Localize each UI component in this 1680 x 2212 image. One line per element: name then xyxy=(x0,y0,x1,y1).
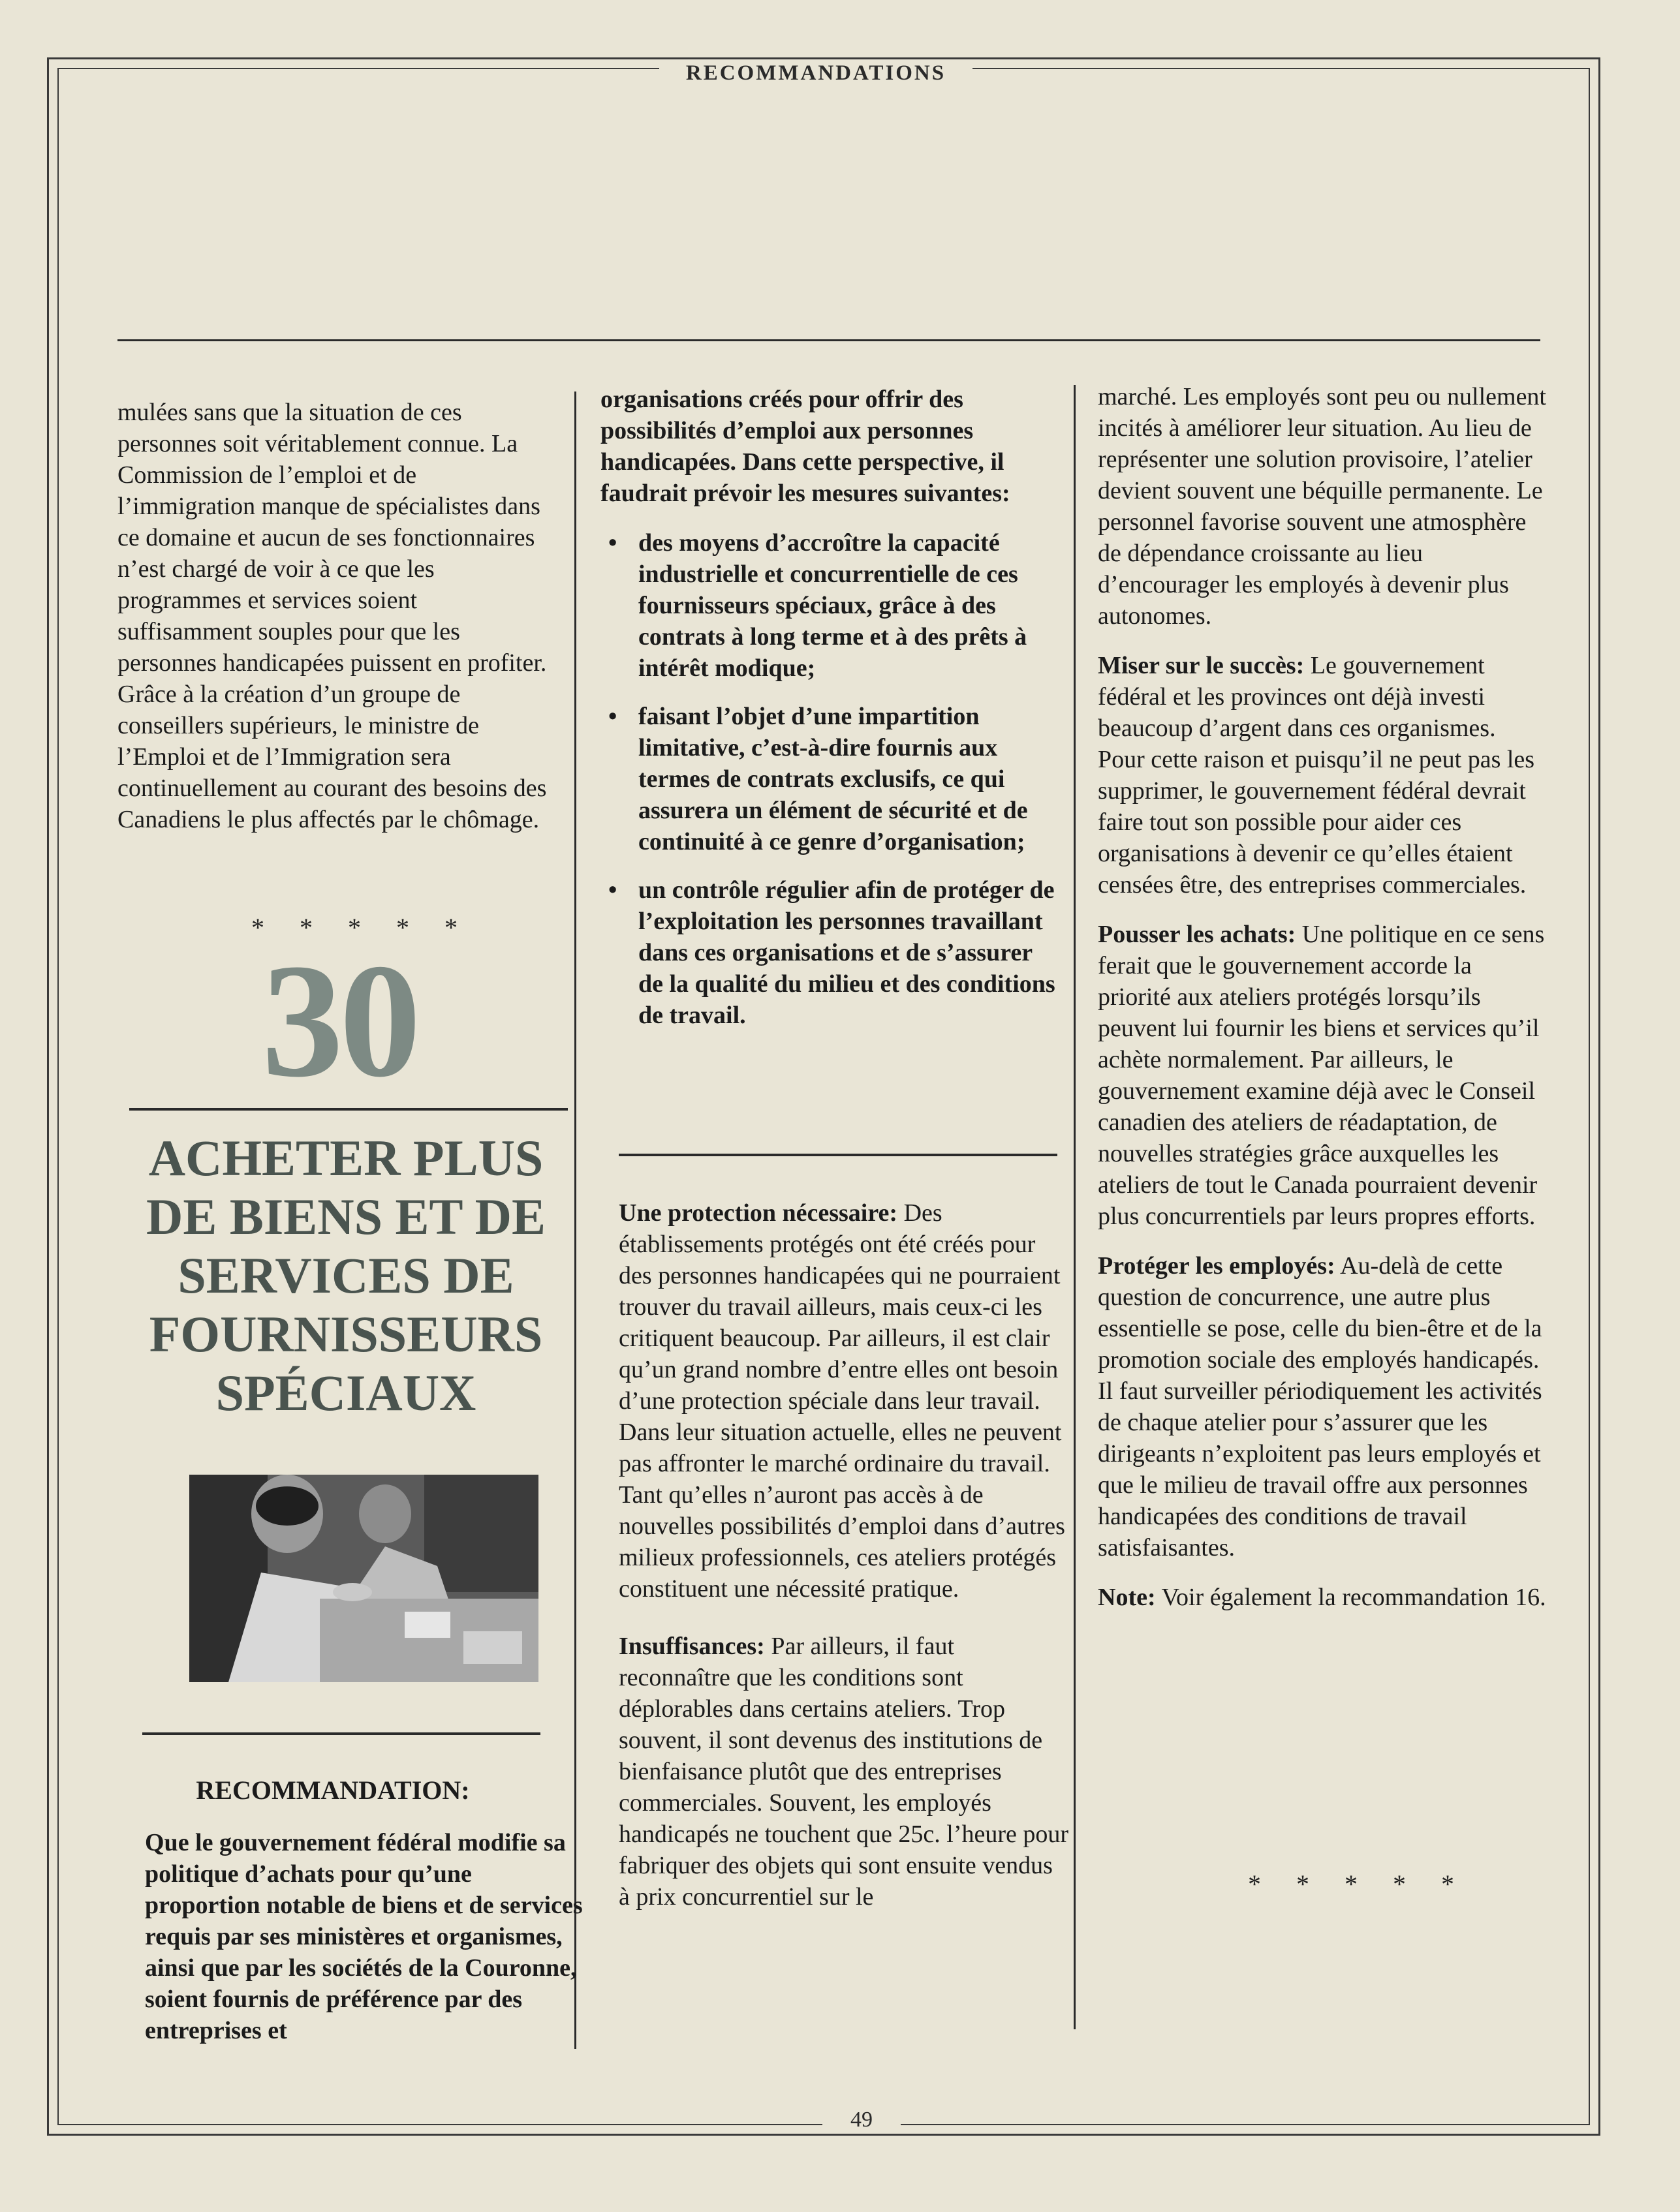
proteger-text: Au-delà de cette question de concurrence, une autre plus essentielle se pose, celle du bien-être et de la promotion sociale des employés handicapés. Il faut surveiller périodiquement les activités de chaque atelier pour s’assurer que les dirigeants n’exploitent pas leurs employés et que le milieu de travail offre aux personnes handicapées des conditions de travail satisfaisantes. xyxy=(1098,1252,1542,1561)
insuffisances-heading: Insuffisances: xyxy=(619,1633,765,1660)
list-item: • un contrôle régulier afin de protéger de l’exploitation les personnes travaillant dans ces organisations et de s’assurer de la qualité du milieu et des conditions de travail. xyxy=(600,874,1057,1031)
recommendation-number: 30 xyxy=(262,930,417,1111)
column-rule-right xyxy=(1074,385,1076,2029)
title-line-4: FOURNISSEURS xyxy=(149,1306,543,1362)
recommendation-text: Que le gouvernement fédéral modifie sa politique d’achats pour qu’une proportion notable de biens et de services requis par ses ministères et organismes, ainsi que par les sociétés de la Couronne, soient fournis de préférence par des entreprises et xyxy=(145,1829,583,2044)
title-line-5: SPÉCIAUX xyxy=(215,1364,476,1421)
rule-above-recommendation xyxy=(142,1732,540,1735)
note-heading: Note: xyxy=(1098,1584,1156,1611)
list-item: • faisant l’objet d’une impartition limitative, c’est-à-dire fournis aux termes de contrats exclusifs, ce qui assurera un élément de sécurité et de continuité à ce genre d’organisation; xyxy=(600,701,1057,857)
note-paragraph xyxy=(1098,1582,1548,1613)
proteger-heading: Protéger les employés: xyxy=(1098,1252,1335,1280)
rule-above-title xyxy=(129,1108,568,1111)
miser-heading: Miser sur le succès: xyxy=(1098,652,1305,679)
col3-paragraph-1: marché. Les employés sont peu ou nullement incités à améliorer leur situation. Au lieu de représenter une solution provisoire, l’atelier devient souvent une béquille permanente. Le personnel favorise souvent une atmosphère de dépendance croissante au lieu d’encourager les employés à devenir plus autonomes. xyxy=(1098,383,1546,630)
miser-paragraph xyxy=(1098,650,1548,900)
rule-col2 xyxy=(619,1154,1057,1156)
col2-intro: organisations créés pour offrir des possibilités d’emploi aux personnes handicapées. Dans cette perspective, il faudrait prévoir les mesures suivantes: xyxy=(600,386,1010,507)
title-line-1: ACHETER PLUS xyxy=(148,1129,544,1186)
proteger-paragraph xyxy=(1098,1250,1548,1563)
column-3 xyxy=(1098,381,1548,1631)
col2-lower xyxy=(619,1197,1069,1939)
pousser-paragraph xyxy=(1098,919,1548,1232)
pousser-text: Une politique en ce sens ferait que le gouvernement accorde la priorité aux ateliers protégés lorsqu’ils peuvent lui fournir les biens et services qu’il achète normalement. Par ailleurs, le gouvernement examine déjà avec le Conseil canadien des ateliers de réadaptation, de nouvelles stratégies grâce auxquelles les ateliers de tout le Canada pourraient devenir plus concurrentiels par leurs propres efforts. xyxy=(1098,921,1545,1230)
protection-text: Des établissements protégés ont été créés pour des personnes handicapées qui ne pourraient trouver du travail ailleurs, mais ceux-ci les critiquent beaucoup. Par ailleurs, il est clair qu’un grand nombre d’entre elles ont besoin d’une protection spéciale dans leur travail. Dans leur situation actuelle, elles ne peuvent pas affronter le marché ordinaire du travail. Tant qu’elles n’auront pas accès à de nouvelles possibilités d’emploi dans d’autres milieux professionnels, ces ateliers protégés constituent une nécessité pratique. xyxy=(619,1199,1065,1603)
separator-stars-1: * * * * * xyxy=(251,913,472,942)
column-1 xyxy=(117,397,548,835)
recommendation-heading: RECOMMANDATION: xyxy=(196,1775,470,1805)
title-line-2: DE BIENS ET DE xyxy=(146,1188,546,1245)
insuffisances-paragraph xyxy=(619,1631,1069,1912)
section-title xyxy=(124,1129,568,1422)
insuffisances-text: Par ailleurs, il faut reconnaître que les conditions sont déplorables dans certains ateliers. Trop souvent, il sont devenus des institutions de bienfaisance plutôt que des entreprises commerciales. Souvent, les employés handicapés ne touchent que 25c. l’heure pour fabriquer des objets qui sont ensuite vendus à prix concurrentiel sur le xyxy=(619,1633,1069,1911)
workshop-photo xyxy=(189,1475,538,1682)
column-rule-left xyxy=(574,392,576,2049)
miser-text: Le gouvernement fédéral et les provinces ont déjà investi beaucoup d’argent dans ces organismes. Pour cette raison et puisqu’il ne peut pas les supprimer, le gouvernement fédéral devrait faire tout son possible pour aider ces organisations à devenir ce qu’elles étaient censées être, des entreprises commerciales. xyxy=(1098,652,1535,899)
measures-list xyxy=(600,527,1057,1031)
top-rule xyxy=(117,339,1540,341)
pousser-heading: Pousser les achats: xyxy=(1098,921,1296,948)
running-header: RECOMMANDATIONS xyxy=(659,61,972,85)
column-2 xyxy=(600,384,1057,1048)
protection-heading: Une protection nécessaire: xyxy=(619,1199,898,1227)
protection-paragraph xyxy=(619,1197,1069,1605)
list-item: • des moyens d’accroître la capacité industrielle et concurrentielle de ces fournisseurs spéciaux, grâce à des contrats à long terme et à des prêts à intérêt modique; xyxy=(600,527,1057,684)
page-number: 49 xyxy=(822,2108,901,2132)
col1-paragraph: mulées sans que la situation de ces personnes soit véritablement connue. La Commission de l’emploi et de l’immigration manque de spécialistes dans ce domaine et aucun de ses fonctionnaires n’est chargé de voir à ce que les programmes et services soient suffisamment souples pour que les personnes handicapées puissent en profiter. Grâce à la création d’un groupe de conseillers supérieurs, le ministre de l’Emploi et de l’Immigration sera continuellement au courant des besoins des Canadiens le plus affectés par le chômage. xyxy=(117,399,547,833)
separator-stars-2: * * * * * xyxy=(1248,1869,1469,1899)
title-line-3: SERVICES DE xyxy=(178,1247,514,1304)
note-text: Voir également la recommandation 16. xyxy=(1155,1584,1546,1611)
